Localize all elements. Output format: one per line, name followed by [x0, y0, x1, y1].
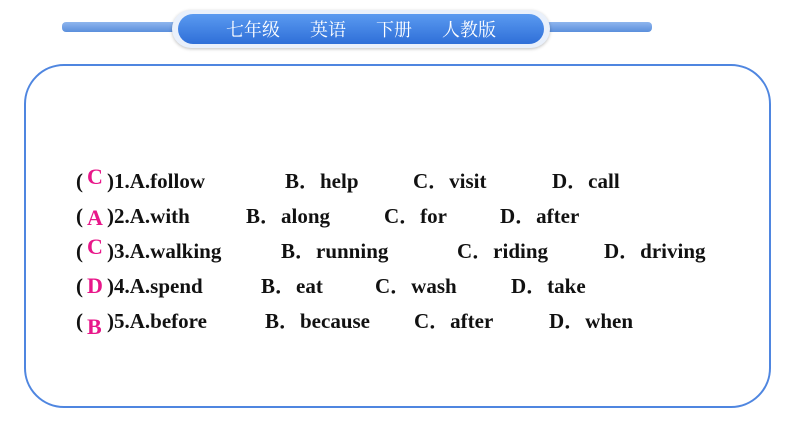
edition-label: 人教版	[442, 20, 496, 41]
answer-mark: D	[87, 273, 103, 298]
answer-mark: B	[87, 314, 102, 339]
open-paren: (	[76, 239, 83, 263]
option-b: B．eat	[261, 274, 323, 298]
question-stem: )2.A.with	[107, 204, 190, 228]
option-b: B．because	[265, 309, 370, 333]
question-stem: )5.A.before	[107, 309, 207, 333]
option-d: D．after	[500, 204, 580, 228]
option-c: C．after	[414, 309, 494, 333]
header-left-stripe	[62, 22, 182, 32]
question-stem: )4.A.spend	[107, 274, 203, 298]
option-b: B．running	[281, 239, 389, 263]
open-paren: (	[76, 309, 83, 333]
open-paren: (	[76, 274, 83, 298]
header-right-stripe	[546, 22, 652, 32]
option-b: B．along	[246, 204, 331, 228]
option-c: C．visit	[413, 169, 487, 193]
subject-label: 英语	[310, 20, 346, 41]
answer-mark: A	[87, 205, 103, 230]
question-stem: )1.A.follow	[107, 169, 205, 193]
option-d: D．driving	[604, 239, 706, 263]
volume-label: 下册	[376, 20, 412, 41]
option-d: D．take	[511, 274, 586, 298]
open-paren: (	[76, 169, 83, 193]
course-header	[172, 10, 550, 48]
option-c: C．wash	[375, 274, 457, 298]
option-d: D．call	[552, 169, 620, 193]
option-c: C．for	[384, 204, 447, 228]
course-header-inner	[178, 14, 544, 44]
option-d: D．when	[549, 309, 634, 333]
answer-mark: C	[87, 164, 103, 189]
grade-label: 七年级	[226, 20, 280, 41]
option-b: B．help	[285, 169, 359, 193]
answer-mark: C	[87, 234, 103, 259]
open-paren: (	[76, 204, 83, 228]
question-stem: )3.A.walking	[107, 239, 222, 263]
option-c: C．riding	[457, 239, 549, 263]
